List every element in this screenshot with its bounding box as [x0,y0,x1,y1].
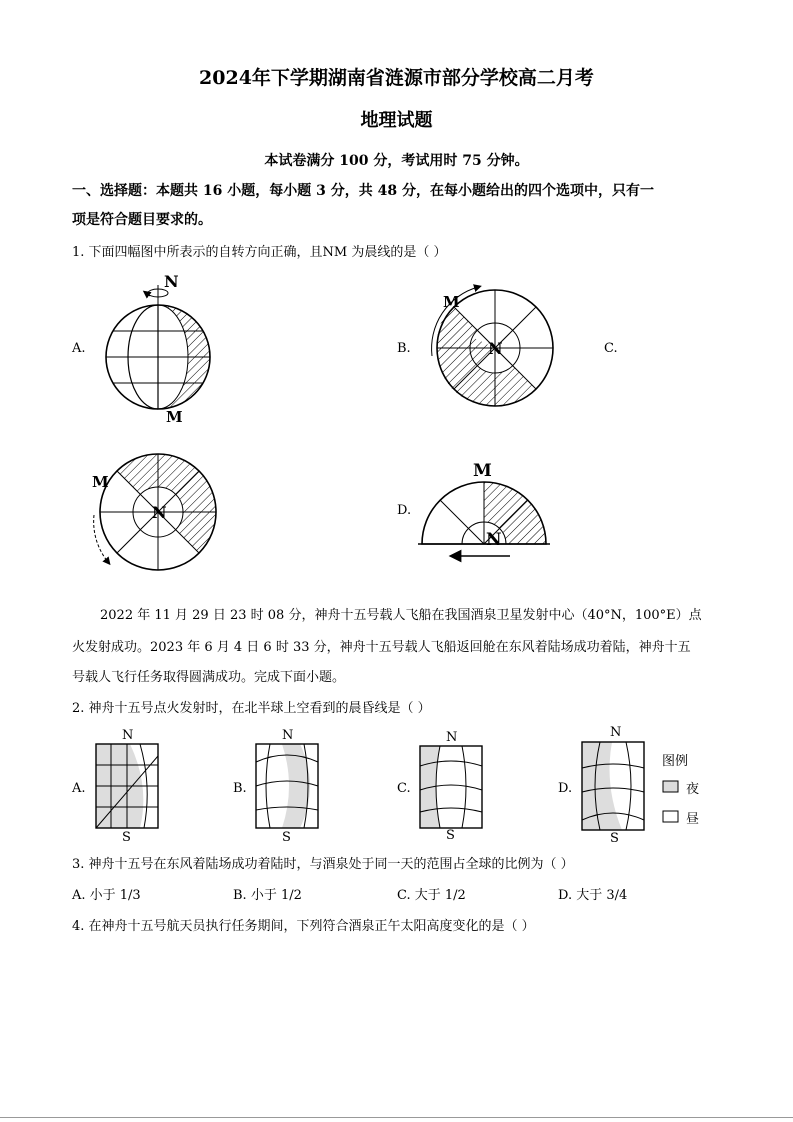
q2-option-d-label: D. [558,781,573,796]
legend-day-swatch [663,811,678,822]
q1d-n-label: N [486,530,502,550]
q2c-s: S [446,828,455,843]
passage-line1: 2022 年 11 月 29 日 23 时 08 分，神舟十五号载人飞船在我国酒泉卫星发射中心（40°N，100°E）点 [100,608,702,623]
q2d-n: N [610,725,622,740]
question-2-stem: 2. 神舟十五号点火发射时，在北半球上空看到的晨昏线是（ ） [72,701,431,716]
passage-line2: 火发射成功。2023 年 6 月 4 日 6 时 33 分，神舟十五号载人飞船返回舱在东风着陆场成功着陆，神舟十五 [72,640,691,655]
q1-option-a-label: A. [72,341,86,356]
legend-night-swatch [663,781,678,792]
q1a-m-label: M [166,408,183,426]
q2-figure-d [582,742,644,830]
q2-figure-c [420,746,482,828]
q1-option-d-label: D. [397,503,412,518]
q2-figure-b [256,744,318,828]
section-heading-line2: 项是符合题目要求的。 [72,212,212,228]
q3-option-c: C. 大于 1/2 [397,888,466,903]
q2-figure-a [96,744,158,828]
q2-legend [663,781,678,822]
q2-option-c-label: C. [397,781,411,796]
q2c-n: N [446,730,458,745]
q1c-n-label: N [152,503,167,522]
q1d-m-label: M [473,461,492,481]
q1-option-b-label: B. [397,341,411,356]
q1b-n-label: N [488,339,503,358]
exam-title: 2024年下学期湖南省涟源市部分学校高二月考 [199,67,594,89]
q1-figure-a [106,272,210,426]
legend-day-label: 昼 [686,812,700,827]
q2-option-a-label: A. [72,781,86,796]
passage-line3: 号载人飞行任务取得圆满成功。完成下面小题。 [72,670,346,685]
q1c-m-label: M [92,473,109,491]
q2d-s: S [610,831,619,846]
exam-note: 本试卷满分 100 分，考试用时 75 分钟。 [264,153,529,169]
page-bottom-divider [0,1117,793,1118]
q3-option-d: D. 大于 3/4 [558,888,628,903]
legend-night-label: 夜 [686,782,700,797]
legend-title: 图例 [662,754,689,769]
q1-figure-b [432,287,553,406]
q2b-s: S [282,830,291,845]
q1a-n-label: N [164,272,179,291]
q2a-s: S [122,830,131,845]
q1-option-c-label: C. [604,341,618,356]
q2b-n: N [282,728,294,743]
q3-option-a: A. 小于 1/3 [72,888,141,903]
subject-title: 地理试题 [360,110,433,131]
section-heading-line1: 一、选择题：本题共 16 小题，每小题 3 分，共 48 分，在每小题给出的四个选项中，只有一 [72,183,654,199]
q2-option-b-label: B. [233,781,247,796]
q3-option-b: B. 小于 1/2 [233,888,302,903]
question-3-stem: 3. 神舟十五号在东风着陆场成功着陆时，与酒泉处于同一天的范围占全球的比例为（ ） [72,857,574,872]
q1b-m-label: M [443,293,460,311]
question-1-stem: 1. 下面四幅图中所表示的自转方向正确，且NM 为晨线的是（ ） [72,245,447,260]
q2a-n: N [122,728,134,743]
q1-figure-c [92,454,216,570]
question-4-stem: 4. 在神舟十五号航天员执行任务期间，下列符合酒泉正午太阳高度变化的是（ ） [72,919,535,934]
q1-figure-d [418,461,550,566]
